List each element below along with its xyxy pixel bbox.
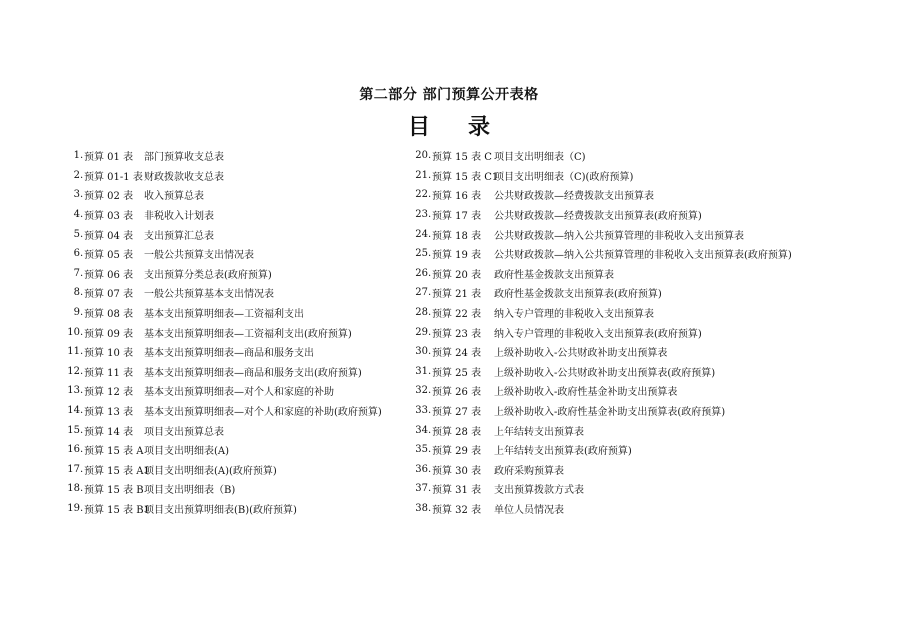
toc-right-column (410, 146, 850, 518)
toc-item-title: 基本支出预算明细表—商品和服务支出(政府预算) (144, 367, 362, 379)
toc-item: 7 . 预算 06 表 支出预算分类总表(政府预算) (60, 264, 405, 284)
toc-item-number: 4 (73, 209, 80, 221)
toc-item-title: 一般公共预算基本支出情况表 (144, 289, 274, 301)
toc-item-code: 预算 03 表 (84, 211, 134, 223)
toc-item-title: 上年结转支出预算表(政府预算) (494, 446, 632, 458)
part-title: 第二部分 部门预算公开表格 (359, 87, 539, 103)
toc-item-title: 公共财政拨款—经费拨款支出预算表(政府预算) (494, 211, 702, 223)
toc-item-code: 预算 11 表 (84, 367, 134, 379)
toc-item-number: 11 (67, 346, 80, 358)
toc-heading: 目录 (407, 115, 528, 140)
toc-item-title: 政府性基金拨款支出预算表 (494, 269, 614, 281)
toc-item-code: 预算 18 表 (432, 230, 482, 242)
toc-item-title: 财政拨款收支总表 (144, 171, 224, 183)
toc-item: 1 . 预算 01 表 部门预算收支总表 (60, 146, 405, 166)
toc-item-number: 20 (415, 150, 428, 162)
toc-item-number: 37 (415, 483, 428, 495)
toc-item: 22 . 预算 16 表 公共财政拨款—经费拨款支出预算表 (410, 185, 850, 205)
toc-item: 37 . 预算 31 表 支出预算拨款方式表 (410, 479, 850, 499)
toc-item-number: 33 (415, 405, 428, 417)
toc-item-code: 预算 05 表 (84, 250, 134, 262)
toc-item-code: 预算 17 表 (432, 211, 482, 223)
toc-item: 8 . 预算 07 表 一般公共预算基本支出情况表 (60, 283, 405, 303)
toc-item: 20 . 预算 15 表 C 项目支出明细表（C) (410, 146, 850, 166)
toc-item-number: 30 (415, 346, 428, 358)
toc-item-number: 25 (415, 248, 428, 260)
toc-item: 26 . 预算 20 表 政府性基金拨款支出预算表 (410, 264, 850, 284)
toc-item-number: 14 (67, 405, 80, 417)
toc-item-code: 预算 26 表 (432, 387, 482, 399)
toc-item-number: 34 (415, 424, 428, 436)
toc-item-title: 部门预算收支总表 (144, 152, 224, 164)
toc-item: 4 . 预算 03 表 非税收入计划表 (60, 205, 405, 225)
toc-item-title: 项目支出明细表(A) (144, 446, 230, 458)
toc-item: 15 . 预算 14 表 项目支出预算总表 (60, 420, 405, 440)
toc-item-title: 基本支出预算明细表—工资福利支出 (144, 309, 304, 321)
toc-item-title: 政府性基金拨款支出预算表(政府预算) (494, 289, 662, 301)
toc-item: 29 . 预算 23 表 纳入专户管理的非税收入支出预算表(政府预算) (410, 322, 850, 342)
toc-item: 12 . 预算 11 表 基本支出预算明细表—商品和服务支出(政府预算) (60, 362, 405, 382)
toc-item-number: 26 (415, 267, 428, 279)
toc-item-title: 项目支出预算明细表(B)(政府预算) (144, 504, 297, 516)
toc-item-number: 31 (415, 365, 428, 377)
toc-item-number: 6 (73, 248, 80, 260)
toc-item-title: 基本支出预算明细表—对个人和家庭的补助 (144, 387, 334, 399)
toc-item: 30 . 预算 24 表 上级补助收入-公共财政补助支出预算表 (410, 342, 850, 362)
toc-item-code: 预算 24 表 (432, 348, 482, 360)
toc-item-number: 8 (73, 287, 80, 299)
toc-item-code: 预算 22 表 (432, 309, 482, 321)
toc-item-code: 预算 21 表 (432, 289, 482, 301)
toc-item-title: 项目支出明细表（B) (144, 485, 236, 497)
toc-item-code: 预算 25 表 (432, 367, 482, 379)
toc-item-number: 21 (415, 169, 428, 181)
toc-item-code: 预算 31 表 (432, 485, 482, 497)
toc-item-title: 上级补助收入-公共财政补助支出预算表 (494, 348, 668, 360)
toc-item-code: 预算 15 表 C (432, 152, 492, 164)
toc-item: 10 . 预算 09 表 基本支出预算明细表—工资福利支出(政府预算) (60, 322, 405, 342)
toc-item: 11 . 预算 10 表 基本支出预算明细表—商品和服务支出 (60, 342, 405, 362)
toc-item-number: 27 (415, 287, 428, 299)
toc-item-code: 预算 09 表 (84, 328, 134, 340)
toc-item-number: 38 (415, 502, 428, 514)
toc-item-title: 基本支出预算明细表—商品和服务支出 (144, 348, 314, 360)
toc-item: 33 . 预算 27 表 上级补助收入-政府性基金补助支出预算表(政府预算) (410, 401, 850, 421)
toc-item-number: 36 (415, 463, 428, 475)
toc-item-code: 预算 13 表 (84, 407, 134, 419)
toc-item-number: 23 (415, 209, 428, 221)
toc-item-number: 22 (415, 189, 428, 201)
toc-item-code: 预算 14 表 (84, 426, 134, 438)
toc-item: 14 . 预算 13 表 基本支出预算明细表—对个人和家庭的补助(政府预算) (60, 401, 405, 421)
toc-item: 17 . 预算 15 表 A1 项目支出明细表(A)(政府预算) (60, 460, 405, 480)
toc-item-title: 纳入专户管理的非税收入支出预算表 (494, 309, 654, 321)
toc-item-code: 预算 08 表 (84, 309, 134, 321)
toc-item-code: 预算 10 表 (84, 348, 134, 360)
toc-item-title: 项目支出明细表（C) (494, 152, 586, 164)
toc-item-title: 纳入专户管理的非税收入支出预算表(政府预算) (494, 328, 702, 340)
toc-item: 19 . 预算 15 表 B1 项目支出预算明细表(B)(政府预算) (60, 499, 405, 519)
toc-item-number: 13 (67, 385, 80, 397)
toc-item: 6 . 预算 05 表 一般公共预算支出情况表 (60, 244, 405, 264)
toc-item-title: 上级补助收入-政府性基金补助支出预算表 (494, 387, 678, 399)
toc-item-code: 预算 20 表 (432, 269, 482, 281)
toc-item-title: 政府采购预算表 (494, 465, 564, 477)
toc-item-code: 预算 01 表 (84, 152, 134, 164)
toc-item-title: 上年结转支出预算表 (494, 426, 584, 438)
toc-item-title: 项目支出明细表（C)(政府预算) (494, 171, 634, 183)
toc-item-number: 29 (415, 326, 428, 338)
toc-item-code: 预算 15 表 B (84, 485, 144, 497)
toc-item-code: 预算 15 表 A (84, 446, 144, 458)
toc-item-number: 19 (67, 502, 80, 514)
toc-item-code: 预算 32 表 (432, 504, 482, 516)
toc-item-number: 17 (67, 463, 80, 475)
toc-item-number: 18 (67, 483, 80, 495)
toc-item: 2 . 预算 01-1 表 财政拨款收支总表 (60, 166, 405, 186)
toc-item-title: 单位人员情况表 (494, 504, 564, 516)
toc-item-code: 预算 06 表 (84, 269, 134, 281)
toc-item-title: 支出预算汇总表 (144, 230, 214, 242)
toc-item-code: 预算 23 表 (432, 328, 482, 340)
toc-item: 18 . 预算 15 表 B 项目支出明细表（B) (60, 479, 405, 499)
toc-item: 23 . 预算 17 表 公共财政拨款—经费拨款支出预算表(政府预算) (410, 205, 850, 225)
toc-item-number: 3 (73, 189, 80, 201)
toc-item-number: 10 (67, 326, 80, 338)
toc-item-code: 预算 01-1 表 (84, 171, 143, 183)
toc-item-number: 2 (73, 169, 80, 181)
toc-item-title: 公共财政拨款—纳入公共预算管理的非税收入支出预算表 (494, 230, 744, 242)
toc-item-number: 1 (73, 150, 80, 162)
toc-left-column (60, 146, 405, 518)
toc-item-code: 预算 07 表 (84, 289, 134, 301)
toc-item-title: 上级补助收入-公共财政补助支出预算表(政府预算) (494, 367, 716, 379)
toc-item: 36 . 预算 30 表 政府采购预算表 (410, 460, 850, 480)
toc-item-number: 35 (415, 444, 428, 456)
toc-item: 35 . 预算 29 表 上年结转支出预算表(政府预算) (410, 440, 850, 460)
toc-item: 24 . 预算 18 表 公共财政拨款—纳入公共预算管理的非税收入支出预算表 (410, 224, 850, 244)
toc-item-code: 预算 29 表 (432, 446, 482, 458)
toc-item-title: 公共财政拨款—经费拨款支出预算表 (494, 191, 654, 203)
toc-item-number: 9 (73, 307, 80, 319)
toc-item: 25 . 预算 19 表 公共财政拨款—纳入公共预算管理的非税收入支出预算表(政府预算) (410, 244, 850, 264)
toc-item-title: 一般公共预算支出情况表 (144, 250, 254, 262)
toc-item-code: 预算 12 表 (84, 387, 134, 399)
toc-item-title: 收入预算总表 (144, 191, 204, 203)
toc-item-title: 支出预算拨款方式表 (494, 485, 584, 497)
toc-item-title: 项目支出明细表(A)(政府预算) (144, 465, 277, 477)
toc-item-number: 28 (415, 307, 428, 319)
toc-item-code: 预算 19 表 (432, 250, 482, 262)
toc-item-number: 12 (67, 365, 80, 377)
toc-item-code: 预算 04 表 (84, 230, 134, 242)
toc-item: 31 . 预算 25 表 上级补助收入-公共财政补助支出预算表(政府预算) (410, 362, 850, 382)
toc-item-code: 预算 28 表 (432, 426, 482, 438)
toc-item-title: 支出预算分类总表(政府预算) (144, 269, 272, 281)
toc-item: 28 . 预算 22 表 纳入专户管理的非税收入支出预算表 (410, 303, 850, 323)
toc-item: 5 . 预算 04 表 支出预算汇总表 (60, 224, 405, 244)
toc-item-title: 公共财政拨款—纳入公共预算管理的非税收入支出预算表(政府预算) (494, 250, 792, 262)
toc-item-code: 预算 16 表 (432, 191, 482, 203)
toc-item-code: 预算 02 表 (84, 191, 134, 203)
toc-item-code: 预算 15 表 C1 (432, 171, 499, 183)
toc-item-number: 5 (73, 228, 80, 240)
toc-item: 9 . 预算 08 表 基本支出预算明细表—工资福利支出 (60, 303, 405, 323)
toc-item-code: 预算 15 表 B1 (84, 504, 150, 516)
toc-item: 32 . 预算 26 表 上级补助收入-政府性基金补助支出预算表 (410, 381, 850, 401)
toc-item-code: 预算 27 表 (432, 407, 482, 419)
toc-item: 21 . 预算 15 表 C1 项目支出明细表（C)(政府预算) (410, 166, 850, 186)
toc-item-number: 16 (67, 444, 80, 456)
toc-item: 13 . 预算 12 表 基本支出预算明细表—对个人和家庭的补助 (60, 381, 405, 401)
toc-item-title: 基本支出预算明细表—对个人和家庭的补助(政府预算) (144, 407, 382, 419)
toc-item-title: 非税收入计划表 (144, 211, 214, 223)
toc-item-number: 15 (67, 424, 80, 436)
toc-item-title: 上级补助收入-政府性基金补助支出预算表(政府预算) (494, 407, 726, 419)
toc-item-title: 项目支出预算总表 (144, 426, 224, 438)
toc-item: 34 . 预算 28 表 上年结转支出预算表 (410, 420, 850, 440)
toc-item-code: 预算 30 表 (432, 465, 482, 477)
toc-item-title: 基本支出预算明细表—工资福利支出(政府预算) (144, 328, 352, 340)
toc-item-number: 7 (73, 267, 80, 279)
toc-item-code: 预算 15 表 A1 (84, 465, 150, 477)
toc-item: 38 . 预算 32 表 单位人员情况表 (410, 499, 850, 519)
toc-item: 27 . 预算 21 表 政府性基金拨款支出预算表(政府预算) (410, 283, 850, 303)
toc-item-number: 24 (415, 228, 428, 240)
toc-item-number: 32 (415, 385, 428, 397)
toc-item: 16 . 预算 15 表 A 项目支出明细表(A) (60, 440, 405, 460)
toc-item: 3 . 预算 02 表 收入预算总表 (60, 185, 405, 205)
